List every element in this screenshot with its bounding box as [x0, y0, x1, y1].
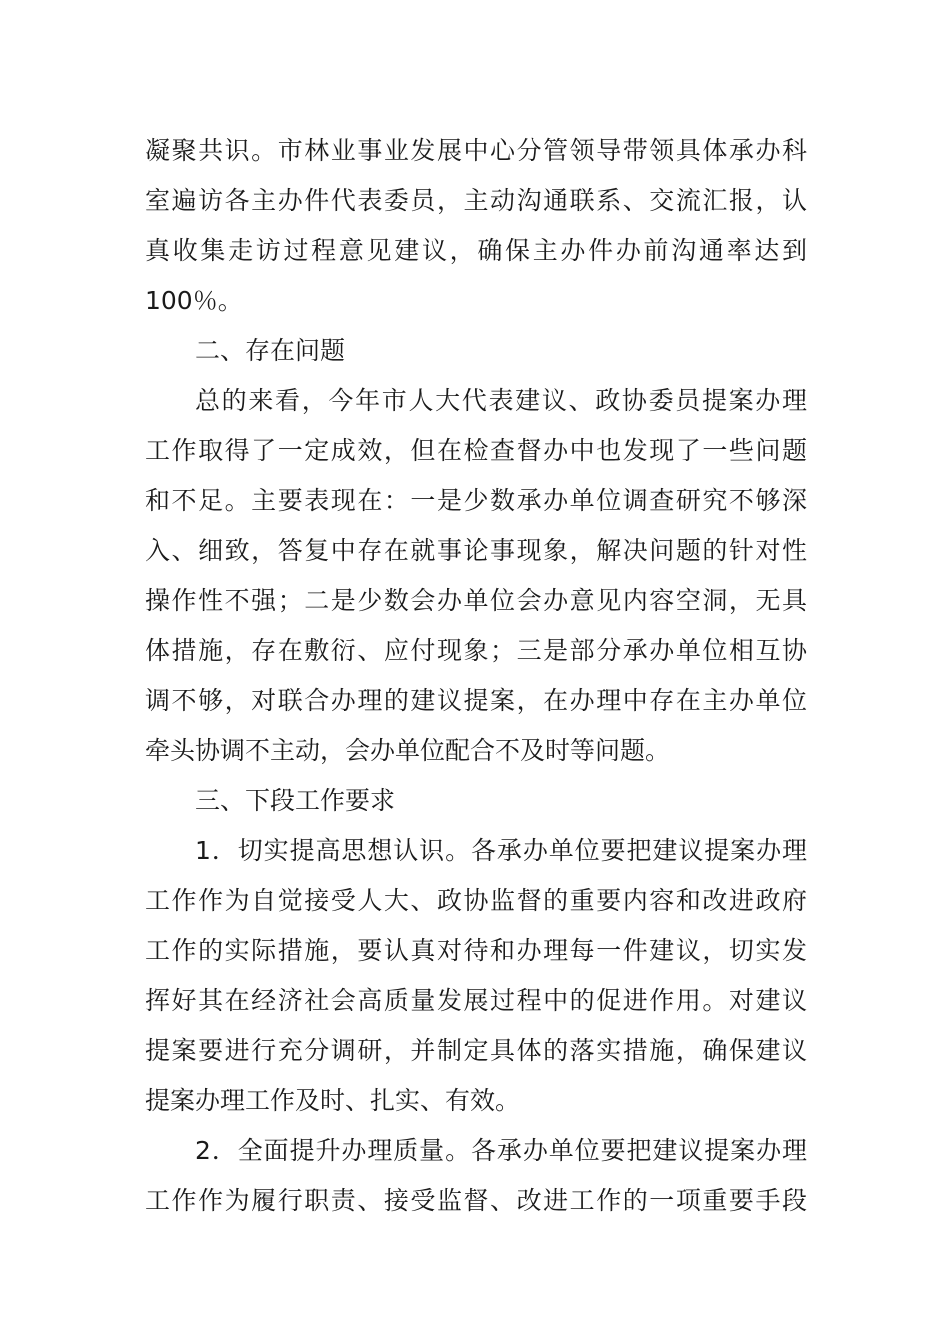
paragraph-line: 调不够，对联合办理的建议提案，在办理中存在主办单位	[145, 686, 807, 715]
paragraph-line: 入、细致，答复中存在就事论事现象，解决问题的针对性	[145, 536, 807, 565]
paragraph-line: 提案要进行充分调研，并制定具体的落实措施，确保建议	[145, 1036, 807, 1065]
paragraph-line: 挥好其在经济社会高质量发展过程中的促进作用。对建议	[145, 986, 807, 1015]
paragraph-line: 工作作为履行职责、接受监督、改进工作的一项重要手段	[145, 1186, 807, 1215]
paragraph-line: 和不足。主要表现在：一是少数承办单位调查研究不够深	[145, 486, 807, 515]
paragraph-line: 体措施，存在敷衍、应付现象；三是部分承办单位相互协	[145, 636, 807, 665]
paragraph-line: 操作性不强；二是少数会办单位会办意见内容空洞，无具	[145, 586, 807, 615]
paragraph-line: 室遍访各主办件代表委员，主动沟通联系、交流汇报，认	[145, 186, 807, 215]
paragraph-line: 2．全面提升办理质量。各承办单位要把建议提案办理	[195, 1136, 807, 1165]
section-heading-problems: 二、存在问题	[195, 336, 346, 365]
paragraph-line: 真收集走访过程意见建议，确保主办件办前沟通率达到	[145, 236, 807, 265]
paragraph-line: 100％。	[145, 286, 243, 315]
paragraph-line: 工作的实际措施，要认真对待和办理每一件建议，切实发	[145, 936, 807, 965]
paragraph-line: 牵头协调不主动，会办单位配合不及时等问题。	[145, 736, 671, 765]
paragraph-line: 凝聚共识。市林业事业发展中心分管领导带领具体承办科	[145, 136, 807, 165]
paragraph-line: 工作作为自觉接受人大、政协监督的重要内容和改进政府	[145, 886, 807, 915]
section-heading-requirements: 三、下段工作要求	[195, 786, 396, 815]
paragraph-line: 提案办理工作及时、扎实、有效。	[145, 1086, 521, 1115]
paragraph-line: 1．切实提高思想认识。各承办单位要把建议提案办理	[195, 836, 807, 865]
paragraph-line: 工作取得了一定成效，但在检查督办中也发现了一些问题	[145, 436, 807, 465]
paragraph-line: 总的来看，今年市人大代表建议、政协委员提案办理	[195, 386, 807, 415]
